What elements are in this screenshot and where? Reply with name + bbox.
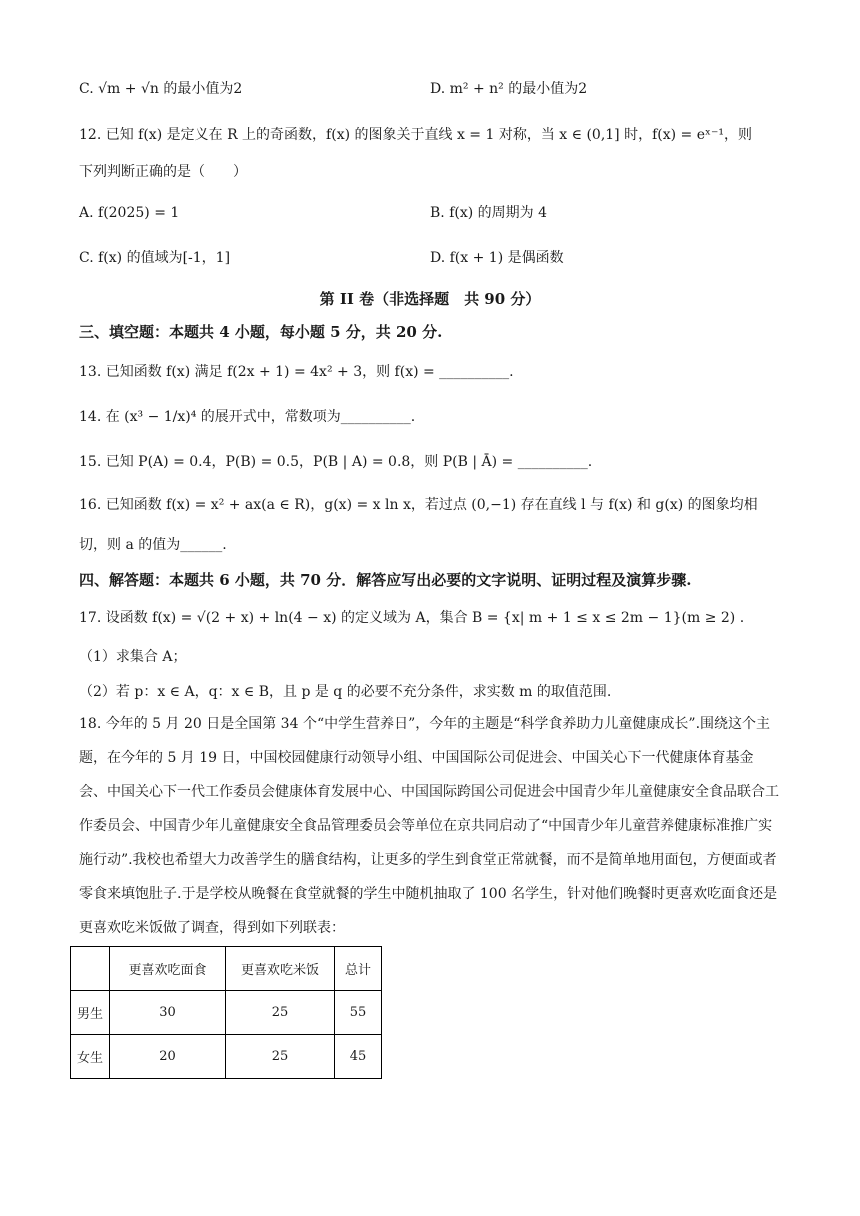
q12-option-b: B. f(x) 的周期为 4 — [430, 205, 547, 221]
q12-stem-line1: 12. 已知 f(x) 是定义在 R 上的奇函数，f(x) 的图象关于直线 x = 1 对称，当 x ∈ (0,1] 时，f(x) = eˣ⁻¹，则 — [79, 127, 752, 143]
section-2-title: 第 II 卷（非选择题 共 90 分） — [319, 290, 541, 308]
q13: 13. 已知函数 f(x) 满足 f(2x + 1) = 4x² + 3，则 f(x) = __________. — [79, 364, 514, 380]
table-header-cell: 更喜欢吃米饭 — [226, 947, 335, 991]
q11-option-d: D. m² + n² 的最小值为2 — [430, 81, 588, 97]
part-4-heading: 四、解答题：本题共 6 小题，共 70 分．解答应写出必要的文字说明、证明过程及演算步骤. — [79, 571, 692, 589]
q16-line2: 切，则 a 的值为______. — [79, 537, 227, 553]
table-header-cell: 总计 — [335, 947, 382, 991]
table-cell: 45 — [335, 1035, 382, 1079]
q17-stem: 17. 设函数 f(x) = √(2 + x) + ln(4 − x) 的定义域为 A，集合 B = {x| m + 1 ≤ x ≤ 2m − 1}(m ≥ 2) . — [79, 610, 745, 626]
table-cell: 20 — [110, 1035, 226, 1079]
q12-stem-line2: 下列判断正确的是（ ） — [79, 164, 247, 180]
q17-part2: （2）若 p：x ∈ A，q：x ∈ B，且 p 是 q 的必要不充分条件，求实数 m 的取值范围. — [79, 684, 612, 700]
q12-option-c: C. f(x) 的值域为[-1，1] — [79, 250, 231, 266]
q12-option-a: A. f(2025) = 1 — [79, 205, 180, 221]
table-cell: 55 — [335, 991, 382, 1035]
q11-option-c: C. √m + √n 的最小值为2 — [79, 81, 243, 97]
q15: 15. 已知 P(A) = 0.4，P(B) = 0.5，P(B | A) = 0.8，则 P(B | Ā) = __________. — [79, 454, 593, 470]
table-cell: 30 — [110, 991, 226, 1035]
table-header-cell: 更喜欢吃面食 — [110, 947, 226, 991]
part-3-heading: 三、填空题：本题共 4 小题，每小题 5 分，共 20 分. — [79, 323, 443, 341]
table-cell: 女生 — [71, 1035, 110, 1079]
table-row — [71, 1035, 382, 1079]
q12-option-d: D. f(x + 1) 是偶函数 — [430, 250, 564, 266]
table-row — [71, 991, 382, 1035]
table-header-row — [71, 947, 382, 991]
contingency-table — [70, 946, 382, 1079]
table-cell: 男生 — [71, 991, 110, 1035]
table-cell: 25 — [226, 991, 335, 1035]
q16-line1: 16. 已知函数 f(x) = x² + ax(a ∈ R)，g(x) = x ln x，若过点 (0,−1) 存在直线 l 与 f(x) 和 g(x) 的图象均相 — [79, 497, 758, 513]
table-cell: 25 — [226, 1035, 335, 1079]
table-header-cell — [71, 947, 110, 991]
q14: 14. 在 (x³ − 1/x)⁴ 的展开式中，常数项为__________. — [79, 409, 416, 425]
q17-part1: （1）求集合 A； — [79, 649, 187, 665]
q18-paragraph: 18. 今年的 5 月 20 日是全国第 34 个“中学生营养日”，今年的主题是“科学食养助力儿童健康成长”.围绕这个主题，在今年的 5 月 19 日，中国校园健康行动领导小组、中国国际公司促进会、中国关心下一代健康体育基金会、中国关心下一代工作委员会健康体育发展中心、中国国际跨国公司促进会中国青少年儿童健康安全食品联合工作委员会、中国青少年儿童健康安全食品管理委员会等单位在京共同启动了“中国青少年儿童营养健康标准推广实施行动”.我校也希望大力改善学生的膳食结构，让更多的学生到食堂正常就餐，而不是简单地用面包，方便面或者零食来填饱肚子.于是学校从晚餐在食堂就餐的学生中随机抽取了 100 名学生，针对他们晚餐时更喜欢吃面食还是更喜欢吃米饭做了调查，得到如下列联表： — [79, 716, 779, 936]
